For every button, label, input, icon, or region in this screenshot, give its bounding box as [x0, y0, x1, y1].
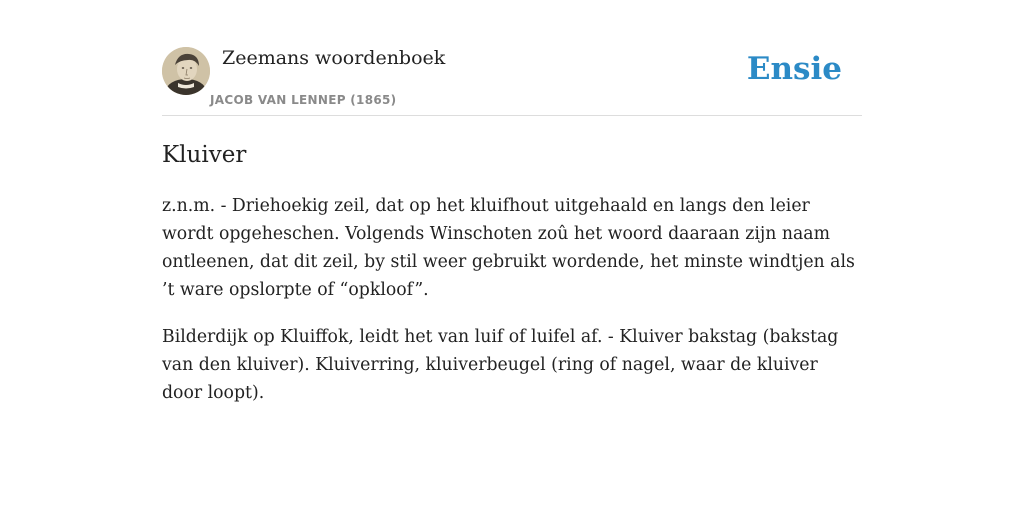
definition-paragraph: Bilderdijk op Kluiffok, leidt het van luif of luifel af. - Kluiver bakstag (bakstag van den kluiver). Kluiverring, kluiverbeugel (ring of nagel, waar de kluiver door loopt).	[162, 327, 839, 403]
portrait-icon	[162, 47, 210, 95]
dictionary-author: JACOB VAN LENNEP (1865)	[210, 93, 397, 107]
dictionary-card	[162, 46, 862, 403]
ensie-logo-link[interactable]: Ensie	[746, 51, 842, 87]
author-avatar[interactable]	[162, 47, 210, 95]
definition-paragraph: z.n.m. - Driehoekig zeil, dat op het kluifhout uitgehaald en langs den leier wordt opgeheschen. Volgends Winschoten zoû het woord daaraan zijn naam ontleenen, dat dit zeil, by stil weer gebruikt wordende, het minste windtjen als ’t ware opslorpte of “opkloof”.	[162, 196, 855, 300]
dictionary-title[interactable]: Zeemans woordenboek	[222, 47, 446, 69]
entry-title: Kluiver	[162, 142, 247, 168]
dictionary-header	[162, 46, 862, 116]
entry-definition	[162, 192, 862, 426]
